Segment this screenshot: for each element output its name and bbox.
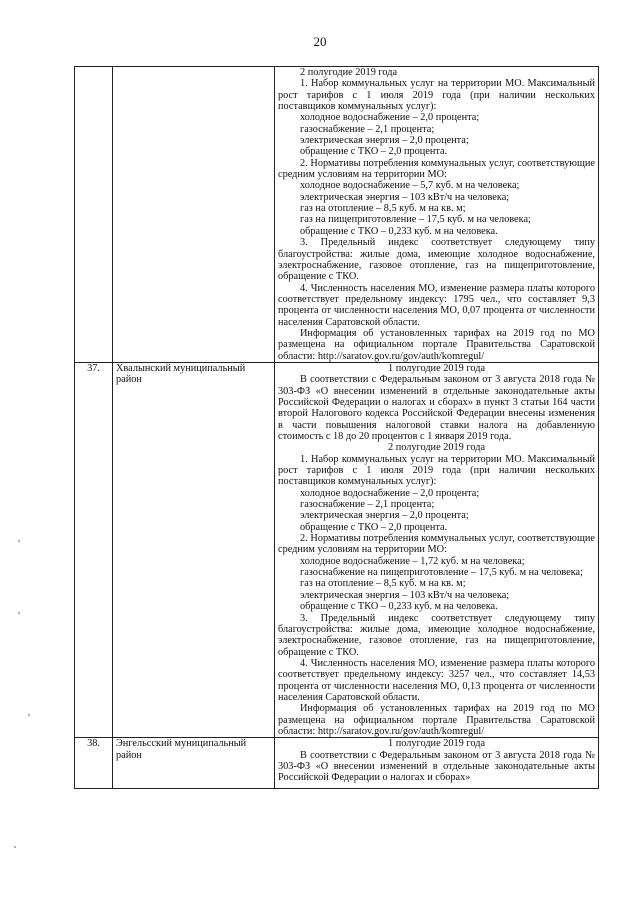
row-number-cell: 37. — [75, 362, 113, 737]
half-year-2-heading: 2 полугодие 2019 года — [387, 442, 486, 454]
index-paragraph: 3. Предельный индекс соответствует следующему типу благоустройства: жилые дома, имеющие холодное водоснабжение, электроснабжение, газовое отопление, газ на пищеприготовление, обращение с ТКО. — [278, 612, 595, 658]
population-paragraph: 4. Численность населения МО, изменение размера платы которого соответствует предельному индексу: 1795 чел., что составляет 9,3 процента от численности населения МО, 0,07 процента от численности населения Саратовской области. — [278, 282, 595, 328]
norm-item: обращение с ТКО – 0,233 куб. м на человека. — [300, 225, 498, 237]
tariff-item: газоснабжение – 2,1 процента; — [300, 123, 435, 135]
norm-item: газ на отопление – 8,5 куб. м на кв. м; — [300, 578, 466, 590]
norms-paragraph: 2. Нормативы потребления коммунальных услуг, соответствующие средним условиям на территории МО: — [278, 533, 595, 556]
norm-item: газ на пищеприготовление – 17,5 куб. м на человека; — [300, 214, 531, 226]
norm-item: газ на отопление – 8,5 куб. м на кв. м; — [300, 203, 466, 215]
norm-item: газоснабжение на пищеприготовление – 17,5 куб. м на человека; — [300, 567, 583, 579]
info-cell-clip — [278, 738, 595, 788]
info-paragraph: Информация об установленных тарифах на 2019 год по МО размещена на официальном портале Правительства Саратовской области: http://saratov.gov.ru/gov/auth/komregul/ — [278, 703, 595, 737]
scan-speck — [14, 846, 16, 848]
row-number-cell: 38. — [75, 738, 113, 789]
municipality-name: Энгельсский муниципальный район — [113, 738, 275, 789]
norm-item: электрическая энергия – 103 кВт/ч на человека; — [300, 589, 510, 601]
population-paragraph: 4. Численность населения МО, изменение размера платы которого соответствует предельному индексу: 3257 чел., что составляет 14,53 процента от численности населения МО, 0,13 процента от численности населения Саратовской области. — [278, 657, 595, 703]
law-paragraph: В соответствии с Федеральным законом от 3 августа 2018 года № 303-ФЗ «О внесении изменений в отдельные законодательные акты Российской Федерации о налогах и сборах» — [278, 749, 595, 784]
half-year-1-heading: 1 полугодие 2019 года — [387, 362, 486, 374]
half-year-2-heading: 2 полугодие 2019 года — [300, 67, 398, 78]
tariff-item: электрическая энергия – 2,0 процента; — [300, 135, 469, 147]
scan-speck — [18, 540, 20, 542]
norm-item: обращение с ТКО – 0,233 куб. м на человека. — [300, 601, 498, 613]
norm-item: электрическая энергия – 103 кВт/ч на человека; — [300, 191, 510, 203]
info-cell — [275, 67, 599, 363]
norm-item: холодное водоснабжение – 1,72 куб. м на человека; — [300, 555, 525, 567]
law-paragraph: В соответствии с Федеральным законом от 3 августа 2018 года № 303-ФЗ «О внесении изменений в отдельные законодательные акты Российской Федерации о налогах и сборах» в пункт 3 статьи 164 части второй Налогового кодекса Российской Федерации внесены изменения в части повышения налоговой ставки налога на добавленную стоимость с 18 до 20 процентов с 1 января 2019 года. — [278, 374, 595, 442]
scan-speck — [28, 714, 30, 716]
norms-paragraph: 2. Нормативы потребления коммунальных услуг, соответствующие средним условиям на территории МО: — [278, 157, 595, 181]
info-paragraph: Информация об установленных тарифах на 2019 год по МО размещена на официальном портале Правительства Саратовской области: http://saratov.gov.ru/gov/auth/komregul/ — [278, 327, 595, 362]
table-row-37 — [75, 362, 599, 737]
table-row-continued — [75, 67, 599, 363]
tariff-item: электрическая энергия – 2,0 процента; — [300, 510, 469, 522]
row-number-cell — [75, 67, 113, 363]
tariff-item: холодное водоснабжение – 2,0 процента; — [300, 487, 480, 499]
info-cell — [275, 738, 599, 789]
municipality-cell — [113, 67, 275, 363]
info-cell — [275, 362, 599, 737]
tariff-item: газоснабжение – 2,1 процента; — [300, 499, 435, 511]
services-paragraph: 1. Набор коммунальных услуг на территории МО. Максимальный рост тарифов с 1 июля 2019 года (при наличии нескольких поставщиков коммунальных услуг): — [278, 78, 595, 113]
municipality-name: Хвалынский муниципальный район — [113, 362, 275, 737]
half-year-1-heading: 1 полугодие 2019 года — [387, 738, 486, 750]
table-row-38 — [75, 738, 599, 789]
index-paragraph: 3. Предельный индекс соответствует следующему типу благоустройства: жилые дома, имеющие холодное водоснабжение, электроснабжение, газовое отопление, газ на пищеприготовление, обращение с ТКО. — [278, 237, 595, 283]
tariff-item: обращение с ТКО – 2,0 процента. — [300, 521, 448, 533]
scan-speck — [18, 612, 20, 614]
tariff-table — [74, 66, 599, 789]
norm-item: холодное водоснабжение – 5,7 куб. м на человека; — [300, 180, 520, 192]
services-paragraph: 1. Набор коммунальных услуг на территории МО. Максимальный рост тарифов с 1 июля 2019 года (при наличии нескольких поставщиков коммунальных услуг): — [278, 453, 595, 488]
tariff-item: обращение с ТКО – 2,0 процента. — [300, 146, 448, 158]
tariff-item: холодное водоснабжение – 2,0 процента; — [300, 112, 480, 124]
page-number: 20 — [313, 34, 327, 49]
